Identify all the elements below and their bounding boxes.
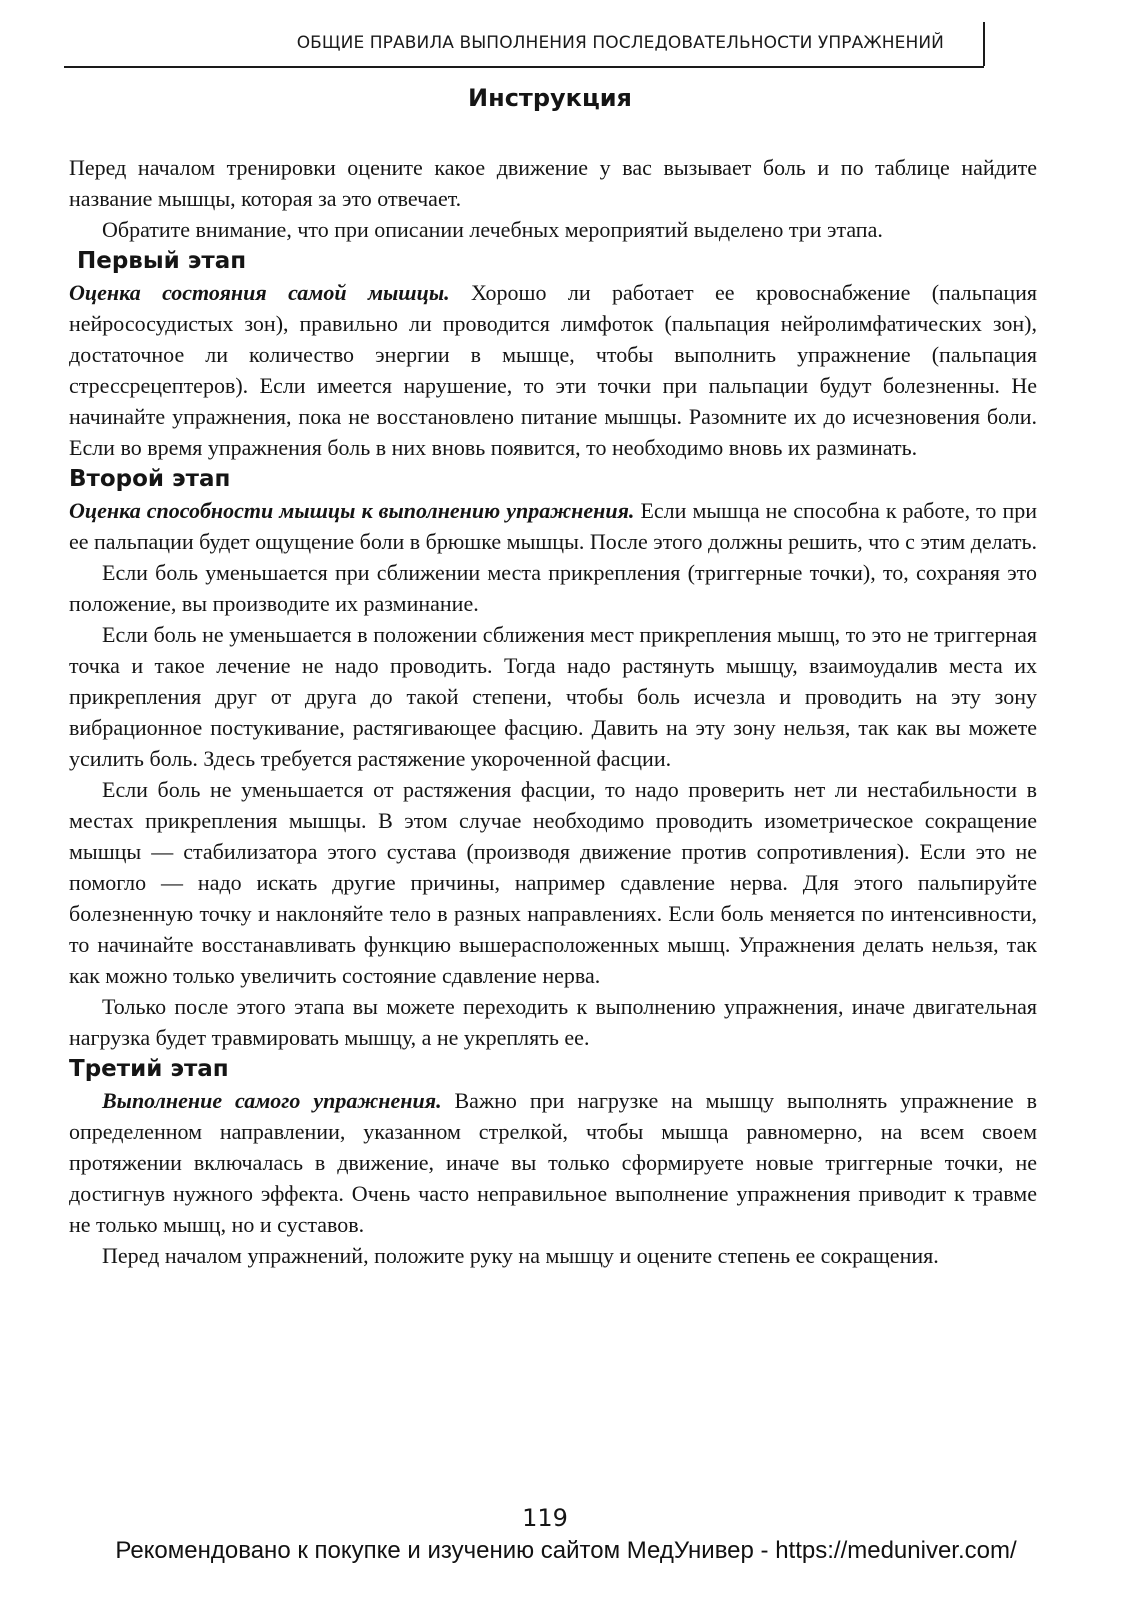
stage-1-paragraph [69, 277, 1037, 463]
stage-3-text: Важно при нагрузке на мышцу выполнять упражнение в определенном направлении, указанном стрелкой, чтобы мышца равномерно, на всем своем протяжении включалась в движение, иначе вы только сформируете новые триггерные точки, не достигнув нужного эффекта. Очень часто неправильное выполнение упражнения приводит к травме не только мышц, но и суставов. [69, 1088, 1037, 1237]
stage-2-lead: Оценка способности мышцы к выполнению упражнения. [69, 498, 635, 523]
intro-paragraph: Обратите внимание, что при описании лечебных мероприятий выделено три этапа. [102, 217, 883, 242]
stage-3-paragraph [69, 1085, 1037, 1240]
footer-watermark-note: Рекомендовано к покупке и изучению сайтом МедУнивер - https://meduniver.com/ [115, 1537, 1017, 1564]
stage-1-lead: Оценка состояния самой мышцы. [69, 280, 450, 305]
running-title: ОБЩИЕ ПРАВИЛА ВЫПОЛНЕНИЯ ПОСЛЕДОВАТЕЛЬНОСТИ УПРАЖНЕНИЙ [296, 33, 944, 53]
stage-1-text: Хорошо ли работает ее кровоснабжение (пальпация нейрососудистых зон), правильно ли проводится лимфоток (пальпация нейролимфатических зон), достаточное ли количество энергии в мышце, чтобы выполнить упражнение (пальпация стрессрецептеров). Если имеется нарушение, то эти точки при пальпации будут болезненны. Не начинайте упражнения, пока не восстановлено питание мышцы. Разомните их до исчезновения боли. Если во время упражнения боль в них вновь появится, то необходимо вновь их разминать. [69, 280, 1038, 460]
stage-1-heading: Первый этап [77, 248, 247, 274]
running-header [64, 28, 984, 68]
stage-2-paragraph: Только после этого этапа вы можете переходить к выполнению упражнения, иначе двигательная нагрузка будет травмировать мышцу, а не укреплять ее. [69, 994, 1037, 1050]
stage-3-heading: Третий этап [69, 1056, 229, 1082]
header-vertical-rule [983, 22, 985, 66]
page-title: Инструкция [468, 84, 632, 112]
stage-3-paragraph: Перед началом упражнений, положите руку на мышцу и оцените степень ее сокращения. [102, 1243, 939, 1268]
stage-2-paragraph: Если боль не уменьшается от растяжения фасции, то надо проверить нет ли нестабильности в местах прикрепления мышцы. В этом случае необходимо проводить изометрическое сокращение мышцы — стабилизатора этого сустава (производя движение против сопротивления). Если это не помогло — надо искать другие причины, например сдавление нерва. Для этого пальпируйте болезненную точку и наклоняйте тело в разных направлениях. Если боль меняется по интенсивности, то начинайте восстанавливать функцию вышерасположенных мышц. Упражнения делать нельзя, так как можно только увеличить состояние сдавление нерва. [69, 777, 1037, 988]
page-number: 119 [522, 1504, 568, 1532]
stage-2-paragraph: Если боль не уменьшается в положении сближения мест прикрепления мышц, то это не триггерная точка и такое лечение не надо проводить. Тогда надо растянуть мышцу, взаимоудалив места их прикрепления друг от друга до такой степени, чтобы боль исчезла и проводить на эту зону вибрационное постукивание, растягивающее фасцию. Давить на эту зону нельзя, так как вы можете усилить боль. Здесь требуется растяжение укороченной фасции. [69, 622, 1037, 771]
stage-2-heading: Второй этап [69, 466, 231, 492]
stage-3-lead: Выполнение самого упражнения. [102, 1088, 442, 1113]
stage-2-paragraph [69, 495, 1037, 557]
intro-paragraph: Перед началом тренировки оцените какое движение у вас вызывает боль и по таблице найдите название мышцы, которая за это отвечает. [69, 155, 1037, 211]
stage-2-text: Если мышца не способна к работе, то при ее пальпации будет ощущение боли в брюшке мышцы. После этого должны решить, что с этим делать. [69, 498, 1037, 554]
page-body [69, 152, 1037, 1271]
stage-2-paragraph: Если боль уменьшается при сближении места прикрепления (триггерные точки), то, сохраняя это положение, вы производите их разминание. [69, 560, 1037, 616]
